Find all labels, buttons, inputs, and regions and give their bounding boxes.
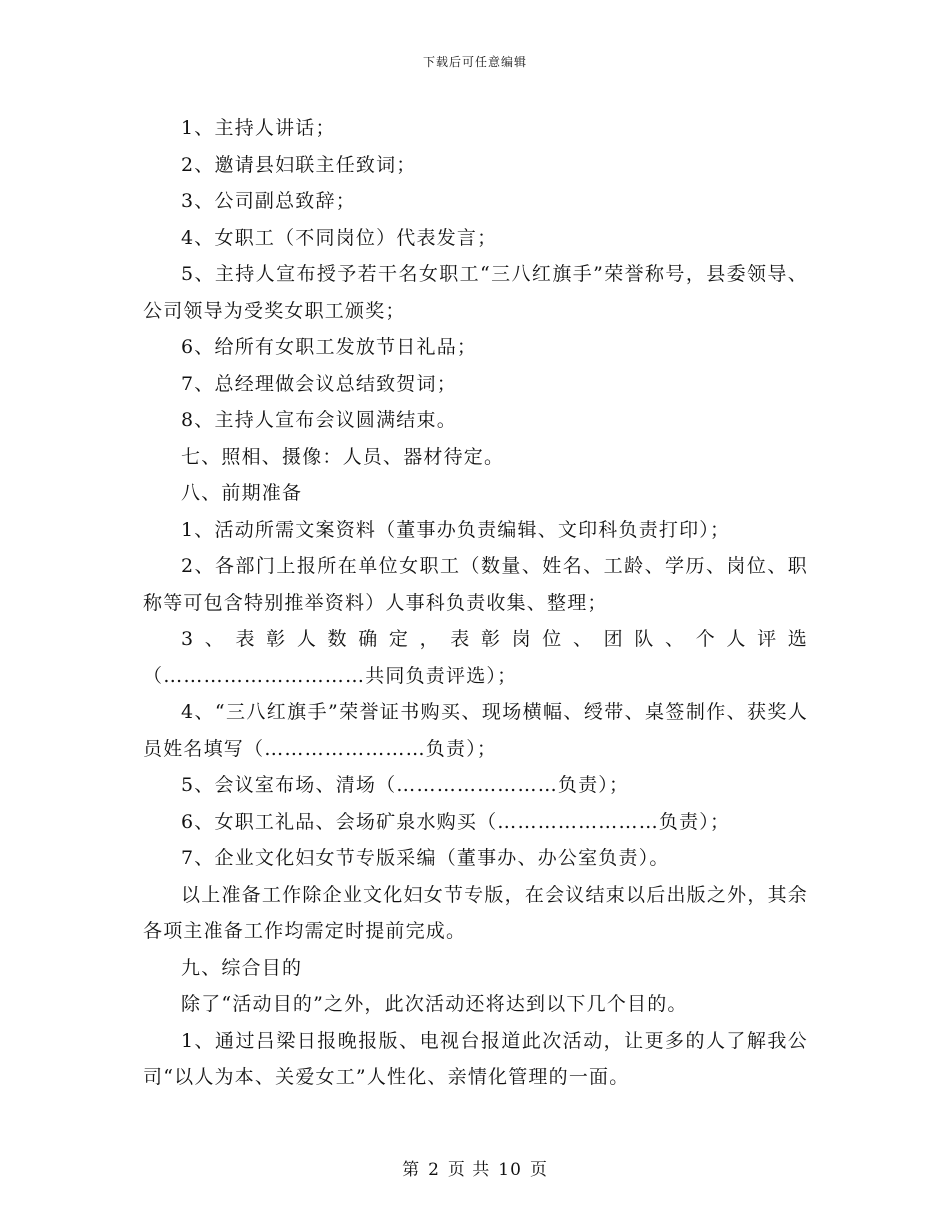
paragraph: 7、总经理做会议总结致贺词；	[181, 372, 457, 395]
paragraph: 3、表彰人数确定，表彰岗位、团队、个人评选（…………………………共同负责评选）；	[143, 628, 808, 687]
page-label-mid: 页 共	[447, 1160, 491, 1180]
paragraph: 1、通过吕梁日报晚报版、电视台报道此次活动，让更多的人了解我公司“以人为本、关爱女工”人性化、亲情化管理的一面。	[143, 1029, 808, 1088]
section-heading: 九、综合目的	[181, 956, 303, 979]
page-label-prefix: 第	[402, 1160, 421, 1180]
paragraph: 2、各部门上报所在单位女职工（数量、姓名、工龄、学历、岗位、职称等可包含特别推举资料）人事科负责收集、整理；	[143, 555, 808, 614]
paragraph: 7、企业文化妇女节专版采编（董事办、办公室负责）。	[181, 847, 670, 869]
paragraph: 1、主持人讲话；	[181, 117, 336, 139]
page-header: 下载后可任意编辑	[422, 55, 527, 69]
paragraph: 2、邀请县妇联主任致词；	[181, 153, 417, 176]
paragraph: 除了“活动目的”之外，此次活动还将达到以下几个目的。	[181, 993, 688, 1015]
page-label-suffix: 页	[529, 1160, 548, 1180]
total-pages-number: 10	[498, 1160, 522, 1180]
paragraph: 1、活动所需文案资料（董事办负责编辑、文印科负责打印）；	[181, 518, 731, 541]
document-body	[143, 110, 808, 1096]
paragraph: 5、主持人宣布授予若干名女职工“三八红旗手”荣誉称号，县委领导、公司领导为受奖女职工颁奖；	[143, 263, 808, 322]
current-page-number: 2	[428, 1160, 440, 1180]
paragraph: 5、会议室布场、清场（……………………负责）；	[181, 774, 630, 796]
paragraph: 以上准备工作除企业文化妇女节专版，在会议结束以后出版之外，其余各项主准备工作均需定时提前完成。	[143, 883, 808, 942]
section-heading: 七、照相、摄像：人员、器材待定。	[181, 445, 505, 468]
paragraph: 4、“三八红旗手”荣誉证书购买、现场横幅、绶带、桌签制作、获奖人员姓名填写（……………………负责）；	[143, 701, 808, 760]
paragraph: 8、主持人宣布会议圆满结束。	[181, 409, 457, 431]
page-footer	[0, 1155, 950, 1180]
paragraph: 4、女职工（不同岗位）代表发言；	[181, 226, 498, 249]
section-heading: 八、前期准备	[181, 482, 303, 504]
paragraph: 3、公司副总致辞；	[181, 190, 356, 212]
paragraph: 6、女职工礼品、会场矿泉水购买（……………………负责）；	[181, 810, 731, 833]
paragraph: 6、给所有女职工发放节日礼品；	[181, 336, 478, 358]
